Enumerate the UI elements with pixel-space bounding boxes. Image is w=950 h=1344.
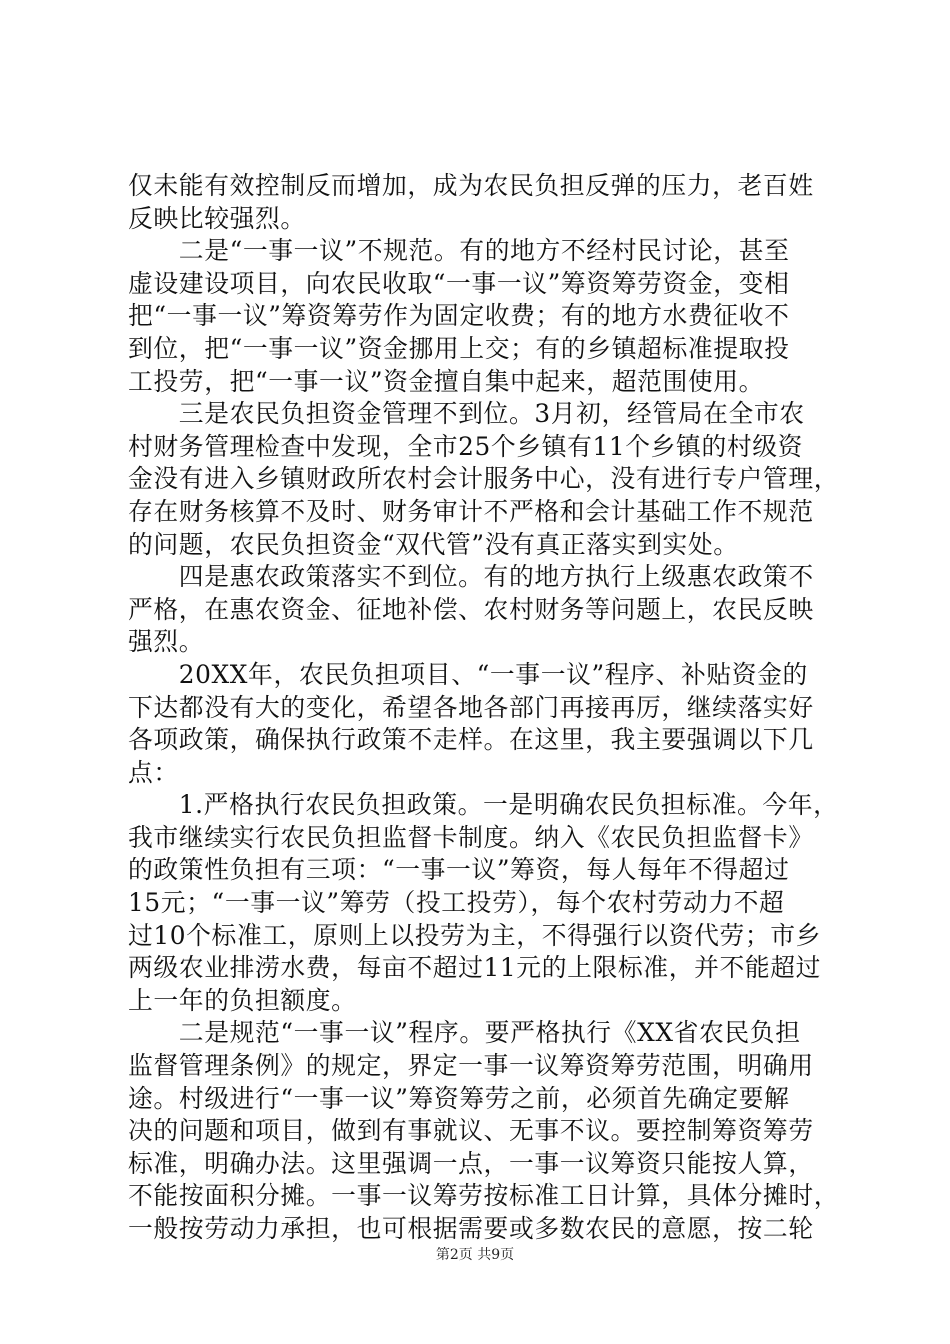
text-line: 虚设建设项目，向农民收取“一事一议”筹资筹劳资金，变相 bbox=[128, 268, 790, 298]
text-line: 的政策性负担有三项：“一事一议”筹资，每人每年不得超过 bbox=[128, 855, 790, 885]
text-line: 存在财务核算不及时、财务审计不严格和会计基础工作不规范 bbox=[128, 496, 814, 526]
text-line: 决的问题和项目，做到有事就议、无事不议。要控制筹资筹劳 bbox=[128, 1116, 814, 1146]
body-text bbox=[128, 170, 840, 1246]
text-line: 1.严格执行农民负担政策。一是明确农民负担标准。今年， bbox=[128, 790, 839, 820]
text-line: 15元；“一事一议”筹劳（投工投劳），每个农村劳动力不超 bbox=[128, 888, 785, 918]
text-line: 途。村级进行“一事一议”筹资筹劳之前，必须首先确定要解 bbox=[128, 1083, 790, 1113]
text-line: 金没有进入乡镇财政所农村会计服务中心，没有进行专户管理， bbox=[128, 464, 840, 494]
text-line: 仅未能有效控制反而增加，成为农民负担反弹的压力，老百姓 bbox=[128, 171, 814, 200]
text-line: 强烈。 bbox=[128, 627, 205, 657]
text-line: 的问题，农民负担资金“双代管”没有真正落实到实处。 bbox=[128, 529, 739, 559]
page-footer: 第2页 共9页 bbox=[435, 1247, 515, 1263]
text-line: 工投劳，把“一事一议”资金擅自集中起来，超范围使用。 bbox=[128, 366, 765, 396]
text-line: 下达都没有大的变化，希望各地各部门再接再厉，继续落实好 bbox=[128, 692, 814, 722]
text-line: 四是惠农政策落实不到位。有的地方执行上级惠农政策不 bbox=[128, 562, 814, 592]
text-line: 上一年的负担额度。 bbox=[128, 985, 357, 1015]
text-line: 点： bbox=[128, 757, 179, 787]
text-line: 监督管理条例》的规定，界定一事一议筹资筹劳范围，明确用 bbox=[128, 1051, 814, 1081]
text-line: 三是农民负担资金管理不到位。3月初，经管局在全市农 bbox=[128, 399, 805, 429]
text-line: 两级农业排涝水费，每亩不超过11元的上限标准，并不能超过 bbox=[128, 953, 822, 983]
text-line: 到位，把“一事一议”资金挪用上交；有的乡镇超标准提取投 bbox=[128, 333, 790, 363]
text-line: 各项政策，确保执行政策不走样。在这里，我主要强调以下几 bbox=[128, 725, 814, 755]
text-line: 把“一事一议”筹资筹劳作为固定收费；有的地方水费征收不 bbox=[128, 301, 790, 331]
text-line: 20XX年，农民负担项目、“一事一议”程序、补贴资金的 bbox=[128, 659, 808, 689]
text-line: 我市继续实行农民负担监督卡制度。纳入《农民负担监督卡》 bbox=[128, 822, 814, 852]
text-line: 反映比较强烈。 bbox=[128, 203, 306, 233]
text-line: 不能按面积分摊。一事一议筹劳按标准工日计算，具体分摊时， bbox=[128, 1181, 840, 1211]
text-line: 严格，在惠农资金、征地补偿、农村财务等问题上，农民反映 bbox=[128, 594, 814, 624]
text-line: 标准，明确办法。这里强调一点，一事一议筹资只能按人算， bbox=[128, 1148, 814, 1178]
text-line: 二是“一事一议”不规范。有的地方不经村民讨论，甚至 bbox=[128, 236, 790, 266]
text-line: 一般按劳动力承担，也可根据需要或多数农民的意愿，按二轮 bbox=[128, 1214, 814, 1243]
text-line: 过10个标准工，原则上以投劳为主，不得强行以资代劳；市乡 bbox=[128, 920, 822, 950]
text-line: 村财务管理检查中发现，全市25个乡镇有11个乡镇的村级资 bbox=[128, 431, 804, 461]
text-line: 二是规范“一事一议”程序。要严格执行《XX省农民负担 bbox=[128, 1018, 801, 1048]
